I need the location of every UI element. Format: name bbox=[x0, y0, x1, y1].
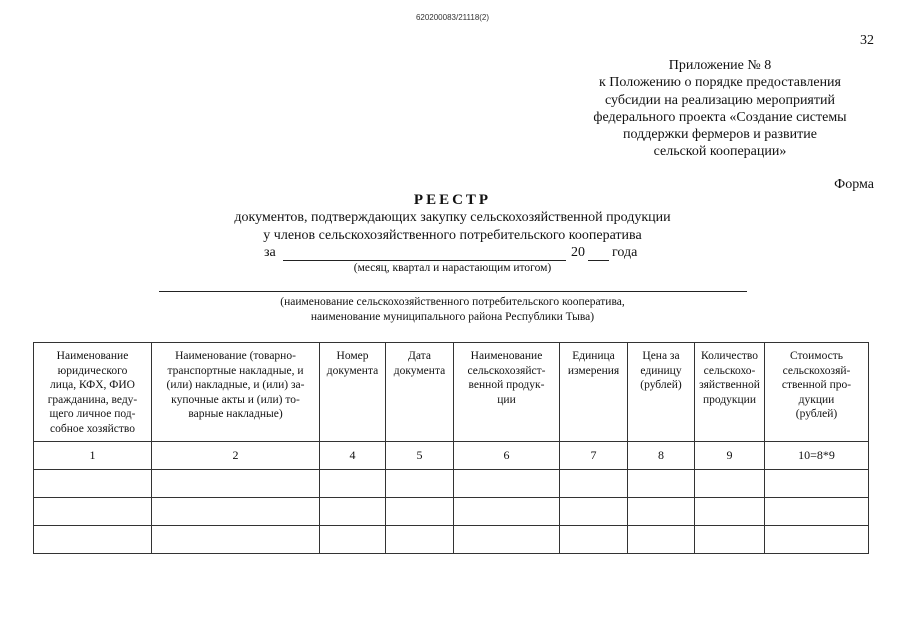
table-cell bbox=[152, 470, 320, 498]
column-header-document-name: Наименование (товарно- транспортные накладные, и (или) накладные, и (или) за- купочные акты и (или) то- варные накладные) bbox=[152, 343, 320, 442]
column-number: 5 bbox=[386, 442, 454, 470]
column-number: 2 bbox=[152, 442, 320, 470]
table-cell bbox=[560, 498, 628, 526]
table-row bbox=[34, 470, 869, 498]
document-code: 620200083/21118(2) bbox=[415, 13, 490, 22]
column-header-quantity: Количество сельскохо- зяйственной продукции bbox=[695, 343, 765, 442]
table-cell bbox=[320, 470, 386, 498]
table-cell bbox=[152, 526, 320, 554]
table-cell bbox=[628, 498, 695, 526]
page-number: 32 bbox=[860, 33, 874, 48]
column-number: 9 bbox=[695, 442, 765, 470]
annex-block bbox=[540, 57, 900, 161]
coop-hint-line-2: наименование муниципального района Республики Тыва) bbox=[310, 311, 595, 323]
annex-line: федерального проекта «Создание системы bbox=[593, 109, 847, 125]
table-cell bbox=[560, 526, 628, 554]
header-row bbox=[34, 343, 869, 442]
period-year-prefix: 20 bbox=[571, 245, 585, 260]
column-header-document-number: Номер документа bbox=[320, 343, 386, 442]
annex-line: сельской кооперации» bbox=[653, 144, 787, 160]
table-cell bbox=[454, 470, 560, 498]
subtitle-line-2: у членов сельскохозяйственного потребительского кооператива bbox=[263, 228, 642, 243]
table-cell bbox=[765, 498, 869, 526]
column-header-cost: Стоимость сельскохозяй- ственной про- дукции (рублей) bbox=[765, 343, 869, 442]
subtitle-line-1: документов, подтверждающих закупку сельскохозяйственной продукции bbox=[234, 210, 671, 225]
table-cell bbox=[765, 470, 869, 498]
annex-line: поддержки фермеров и развитие bbox=[623, 127, 817, 143]
column-header-unit-price: Цена за единицу (рублей) bbox=[628, 343, 695, 442]
table-cell bbox=[454, 526, 560, 554]
table-cell bbox=[34, 470, 152, 498]
column-number-row bbox=[34, 442, 869, 470]
table-cell bbox=[765, 526, 869, 554]
table-cell bbox=[560, 470, 628, 498]
column-header-unit: Единица измерения bbox=[560, 343, 628, 442]
table-cell bbox=[386, 470, 454, 498]
period-suffix: года bbox=[612, 245, 638, 260]
column-header-product-name: Наименование сельскохозяйст- венной продук- ции bbox=[454, 343, 560, 442]
period-hint: (месяц, квартал и нарастающим итогом) bbox=[353, 262, 552, 274]
annex-line: к Положению о порядке предоставления bbox=[599, 75, 841, 91]
period-blank-line bbox=[283, 260, 566, 261]
column-number: 7 bbox=[560, 442, 628, 470]
table-cell bbox=[695, 470, 765, 498]
column-number: 6 bbox=[454, 442, 560, 470]
table-cell bbox=[34, 498, 152, 526]
table-row bbox=[34, 526, 869, 554]
table-cell bbox=[628, 526, 695, 554]
form-label: Форма bbox=[834, 177, 874, 192]
registry-title: РЕЕСТР bbox=[413, 192, 492, 208]
table-cell bbox=[695, 498, 765, 526]
column-header-entity: Наименование юридического лица, КФХ, ФИО гражданина, веду- щего личное под- собное хозяйство bbox=[34, 343, 152, 442]
coop-name-blank-line bbox=[159, 291, 747, 292]
period-prefix: за bbox=[264, 245, 276, 260]
annex-line: субсидии на реализацию мероприятий bbox=[605, 92, 835, 108]
table-cell bbox=[695, 526, 765, 554]
column-number: 10=8*9 bbox=[765, 442, 869, 470]
table-cell bbox=[386, 526, 454, 554]
table-cell bbox=[628, 470, 695, 498]
table-cell bbox=[320, 498, 386, 526]
table-cell bbox=[386, 498, 454, 526]
column-number: 4 bbox=[320, 442, 386, 470]
column-header-document-date: Дата документа bbox=[386, 343, 454, 442]
coop-hint-line-1: (наименование сельскохозяйственного потребительского кооператива, bbox=[280, 296, 625, 308]
year-blank-line bbox=[588, 260, 609, 261]
table-cell bbox=[454, 498, 560, 526]
table-row bbox=[34, 498, 869, 526]
registry-table bbox=[33, 342, 869, 554]
table-cell bbox=[152, 498, 320, 526]
table-cell bbox=[320, 526, 386, 554]
annex-line: Приложение № 8 bbox=[668, 58, 772, 73]
column-number: 1 bbox=[34, 442, 152, 470]
table-cell bbox=[34, 526, 152, 554]
column-number: 8 bbox=[628, 442, 695, 470]
